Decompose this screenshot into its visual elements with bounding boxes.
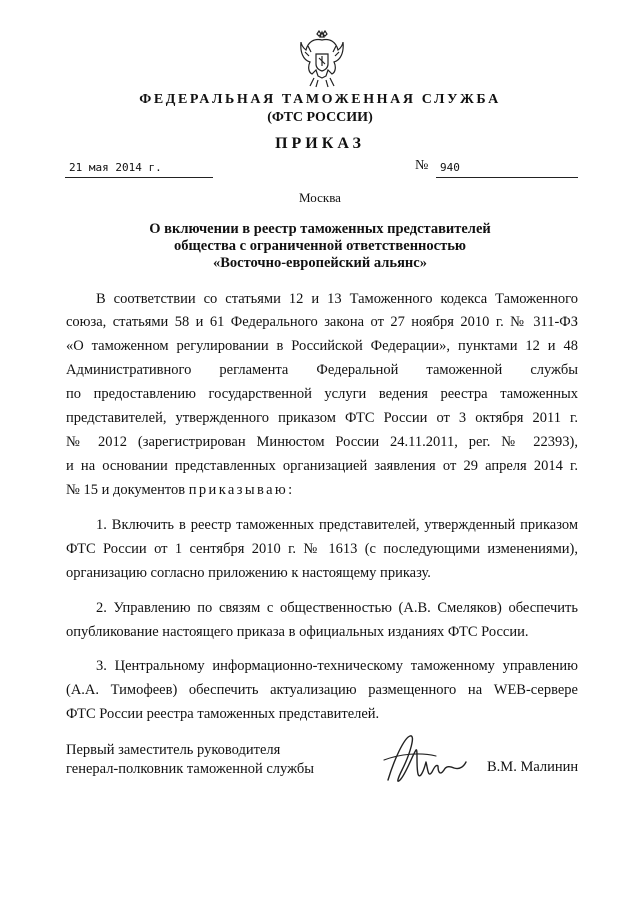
text-line: союза, статьями 58 и 61 Федерального закона от 27 ноября 2010 г. № 311-ФЗ [66,314,578,330]
signatory-name: В.М. Малинин [487,759,579,775]
coat-of-arms-icon [300,30,344,90]
text-line: В соответствии со статьями 12 и 13 Таможенного кодекса Таможенного [96,291,578,307]
text-line [66,480,578,500]
subject-line: О включении в реестр таможенных представителей [149,221,491,237]
text-line: «О таможенном регулировании в Российской Федерации», пунктами 12 и 48 [66,338,578,354]
number-field: 940 [436,160,578,178]
text-line: ФТС России от 1 сентября 2010 г. № 1613 (с последующими изменениями), [66,541,578,557]
document-type: ПРИКАЗ [275,135,365,152]
text-line: организацию согласно приложению к настоящему приказу. [66,565,431,581]
text-line: ФТС России реестра таможенных представителей. [66,706,380,722]
signatory-position: Первый заместитель руководителя [66,742,281,758]
agency-short-name: (ФТС РОССИИ) [267,110,373,125]
text-line: представителей, утвержденного приказом ФТС России от 3 октября 2011 г. [66,410,578,426]
text-line: Административного регламента Федеральной таможенной службы [66,362,578,378]
number-label: № [415,158,429,173]
city: Москва [299,190,341,205]
text-line: (А.А. Тимофеев) обеспечить актуализацию размещенного на WEB-сервере [66,682,578,698]
text-line: и на основании представленных организацией заявления от 29 апреля 2014 г. [66,458,578,474]
text-line: 1. Включить в реестр таможенных представителей, утвержденный приказом [96,517,578,533]
agency-name: ФЕДЕРАЛЬНАЯ ТАМОЖЕННАЯ СЛУЖБА [139,92,501,107]
text-line: опубликование настоящего приказа в официальных изданиях ФТС России. [66,624,529,640]
text-fragment: № 15 и документов [66,482,186,498]
subject-line: общества с ограниченной ответственностью [174,238,466,254]
text-line: по предоставлению государственной услуги ведения реестра таможенных [66,386,578,402]
order-word: приказываю: [188,482,295,498]
subject-title [0,221,640,272]
date-field: 21 мая 2014 г. [65,160,213,178]
handwritten-signature [380,730,468,790]
text-line: № 2012 (зарегистрирован Минюстом России 24.11.2011, рег. № 22393), [66,434,578,450]
text-line: 2. Управлению по связям с общественностью (А.В. Смеляков) обеспечить [96,600,578,616]
text-line: 3. Центральному информационно-техническому таможенному управлению [96,658,578,674]
signatory-rank: генерал-полковник таможенной службы [66,761,315,777]
subject-line: «Восточно-европейский альянс» [213,255,427,271]
